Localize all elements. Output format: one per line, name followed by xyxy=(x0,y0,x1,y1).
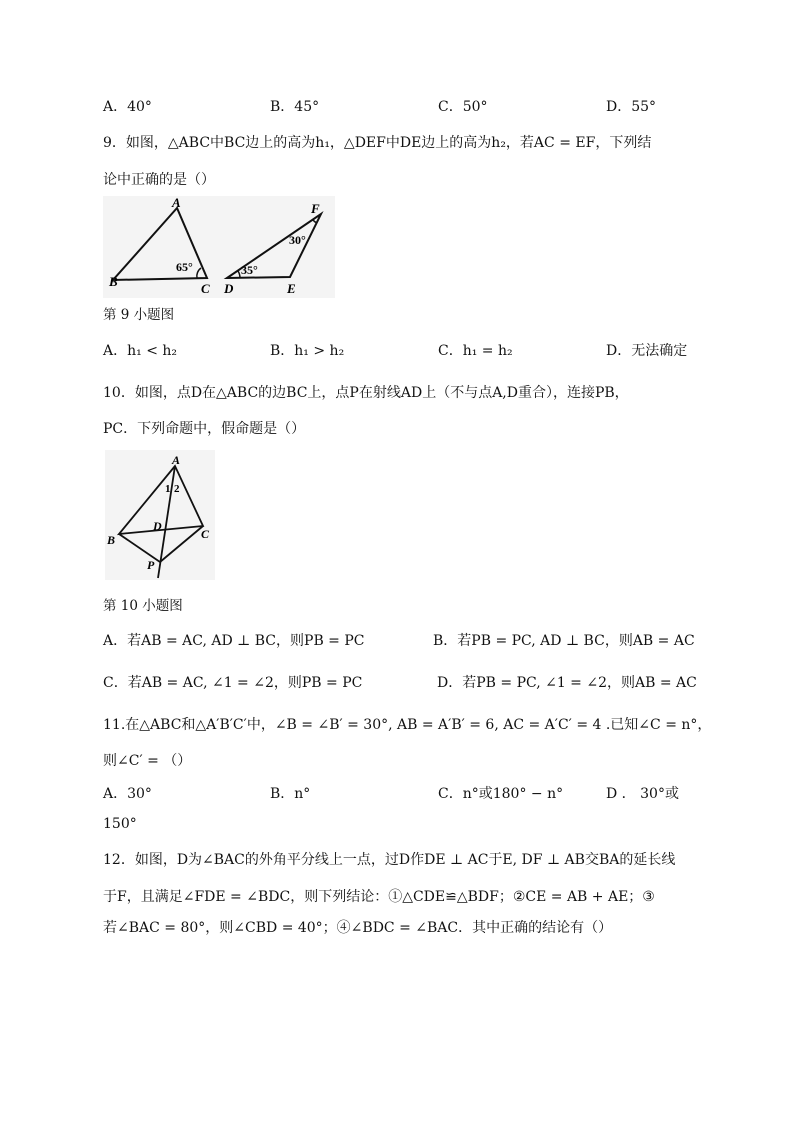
q11-option-b: B．n° xyxy=(270,786,311,802)
q11-option-a: A．30° xyxy=(103,786,152,802)
q11-stem-line1: 11.在△ABC和△A′B′C′中，∠B = ∠B′ = 30°, AB = A′B′ = 6, AC = A′C′ = 4 .已知∠C = n°， xyxy=(103,717,712,733)
label-a: A xyxy=(172,196,181,210)
label-f: F xyxy=(311,201,320,216)
figure-background xyxy=(103,196,335,298)
q9-figure xyxy=(103,196,335,298)
label-angle-f: 30° xyxy=(289,233,306,247)
q10-stem-line1: 10．如图，点D在△ABC的边BC上，点P在射线AD上（不与点A,D重合），连接PB， xyxy=(103,385,629,401)
q10-option-a: A．若AB = AC, AD ⊥ BC，则PB = PC xyxy=(103,633,365,649)
label-e: E xyxy=(287,281,296,296)
q10-figure-caption: 第 10 小题图 xyxy=(103,598,183,614)
q8-option-b: B．45° xyxy=(270,99,320,115)
label-c: C xyxy=(201,527,210,541)
label-angle-2: 2 xyxy=(174,483,180,495)
q11-option-c: C．n°或180° − n° xyxy=(438,786,564,802)
label-angle-d: 35° xyxy=(241,263,258,277)
label-angle-c: 65° xyxy=(176,260,193,274)
q10-figure xyxy=(105,450,215,580)
q12-stem-line3: 若∠BAC = 80°，则∠CBD = 40°；④∠BDC = ∠BAC．其中正确的结论有（） xyxy=(103,920,613,936)
label-d: D xyxy=(224,281,234,296)
q10-option-c: C．若AB = AC, ∠1 = ∠2，则PB = PC xyxy=(103,675,363,691)
q9-figure-caption: 第 9 小题图 xyxy=(103,307,175,323)
q9-option-b: B．h₁ > h₂ xyxy=(270,343,345,359)
q10-option-b: B．若PB = PC, AD ⊥ BC，则AB = AC xyxy=(433,633,695,649)
label-a: A xyxy=(172,453,181,467)
q8-option-a: A．40° xyxy=(103,99,152,115)
q9-stem-line1: 9．如图，△ABC中BC边上的高为h₁，△DEF中DE边上的高为h₂，若AC = EF，下列结 xyxy=(103,135,652,151)
q11-option-d-continued: 150° xyxy=(103,816,137,832)
q11-stem-line2: 则∠C′ = （） xyxy=(103,753,192,769)
q10-option-d: D．若PB = PC, ∠1 = ∠2，则AB = AC xyxy=(437,675,697,691)
q8-option-c: C．50° xyxy=(438,99,488,115)
q12-stem-line1: 12．如图，D为∠BAC的外角平分线上一点，过D作DE ⊥ AC于E, DF ⊥ AB交BA的延长线 xyxy=(103,852,676,868)
q9-stem-line2: 论中正确的是（） xyxy=(103,172,215,188)
q9-option-c: C．h₁ = h₂ xyxy=(438,343,513,359)
q9-option-d: D．无法确定 xyxy=(606,343,688,359)
label-c: C xyxy=(201,281,210,296)
label-b: B xyxy=(107,533,116,547)
q11-option-d: D ． 30°或 xyxy=(606,786,679,802)
q12-stem-line2: 于F，且满足∠FDE = ∠BDC，则下列结论：①△CDE≌△BDF；②CE = AB + AE；③ xyxy=(103,889,655,905)
q9-option-a: A．h₁ < h₂ xyxy=(103,343,177,359)
label-d: D xyxy=(153,519,162,533)
q10-stem-line2: PC．下列命题中，假命题是（） xyxy=(103,421,306,437)
label-p: P xyxy=(147,558,155,572)
label-angle-1: 1 xyxy=(165,483,171,495)
label-b: B xyxy=(109,274,118,289)
q8-option-d: D．55° xyxy=(606,99,657,115)
